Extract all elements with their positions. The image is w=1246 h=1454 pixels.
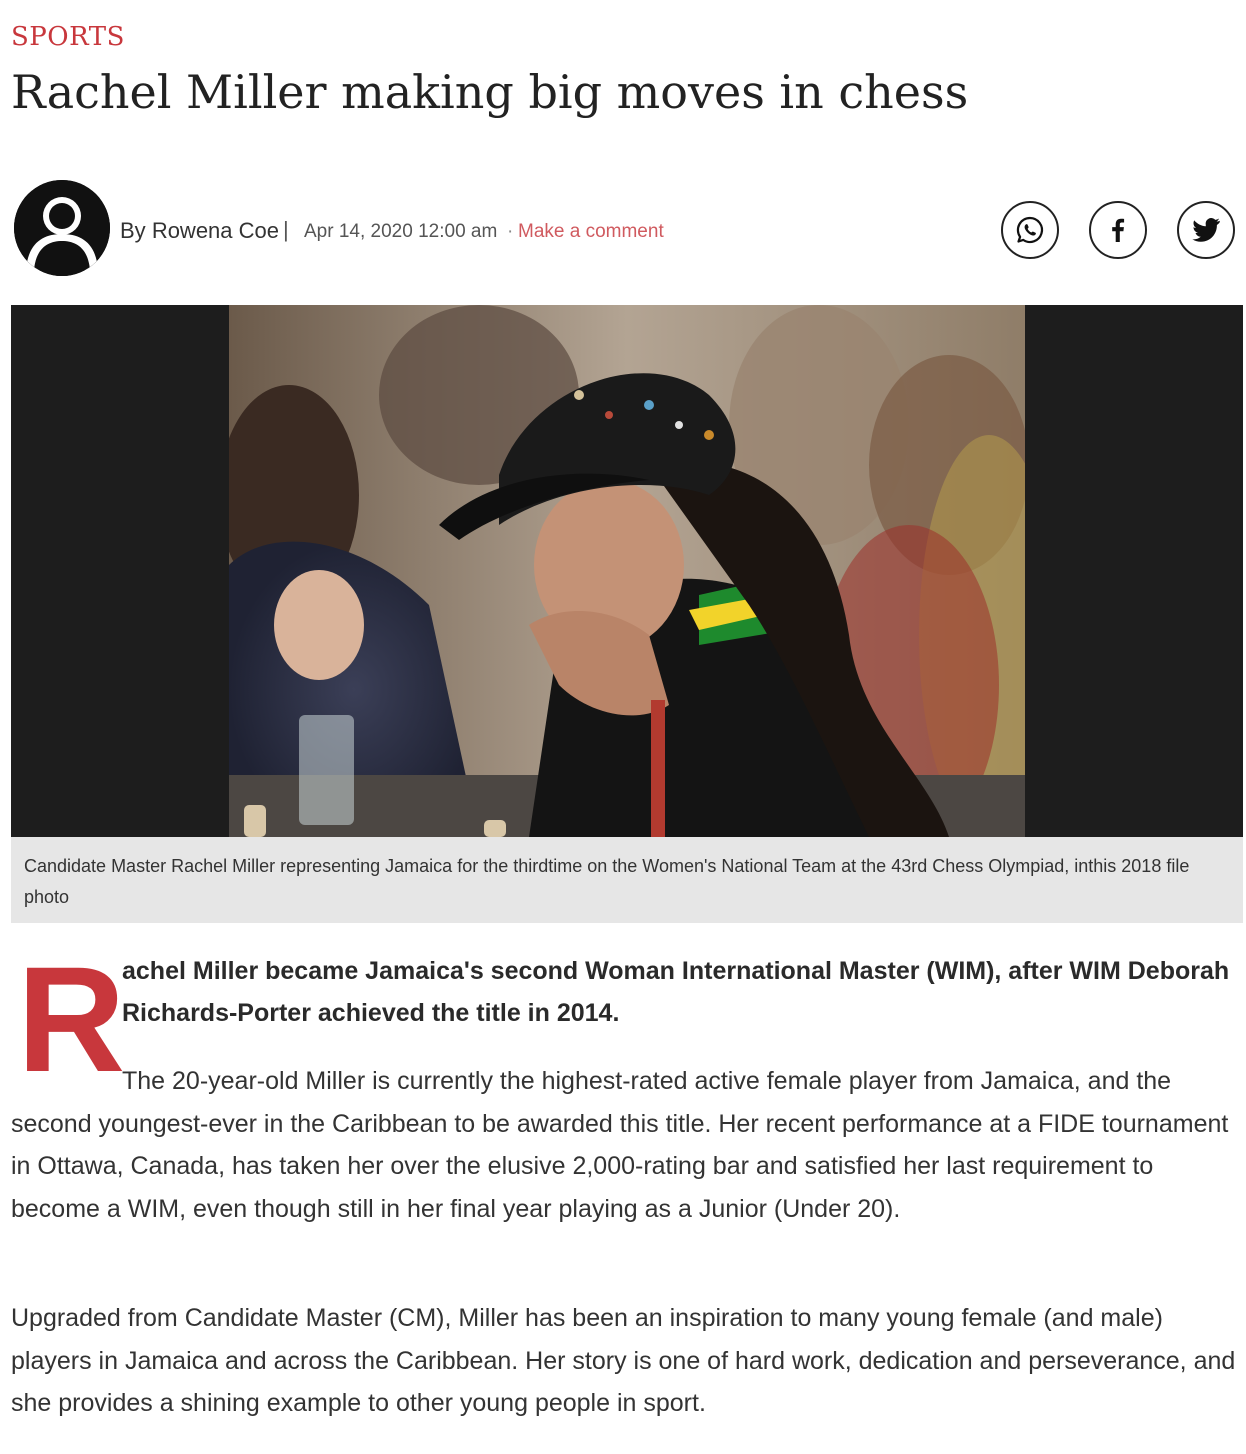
- article-photo: [229, 305, 1025, 837]
- photo-frame: [11, 305, 1243, 837]
- publish-date: Apr 14, 2020 12:00 am: [304, 221, 498, 242]
- author-name-link[interactable]: Rowena Coe: [151, 218, 279, 243]
- lead-paragraph: achel Miller became Jamaica's second Woman International Master (WIM), after WIM Deborah Richards-Porter achieved the title in 2014.: [122, 957, 1230, 1027]
- author-line: [120, 218, 279, 244]
- author-avatar-icon: [14, 180, 110, 276]
- section-link-sports[interactable]: SPORTS: [11, 22, 125, 52]
- byline-prefix: By: [120, 218, 146, 243]
- article-headline: Rachel Miller making big moves in chess: [11, 65, 969, 119]
- body-paragraph: The 20-year-old Miller is currently the highest-rated active female player from Jamaica, and the second youngest-ever in the Caribbean to be awarded this title. Her recent performance at a FIDE tournament in Ottawa, Canada, has taken her over the elusive 2,000-rating bar and satisfied her last requirement to become a WIM, even though still in her final year playing as a Junior (Under 20).: [11, 1067, 1229, 1223]
- photo-caption: Candidate Master Rachel Miller representing Jamaica for the thirdtime on the Women's National Team at the 43rd Chess Olympiad, inthis 2018 file photo: [11, 837, 1243, 923]
- byline: [11, 180, 1243, 280]
- share-twitter-button[interactable]: [1177, 201, 1235, 259]
- whatsapp-icon: [1015, 215, 1045, 245]
- byline-dot: ·: [507, 221, 514, 242]
- twitter-icon: [1191, 215, 1221, 245]
- share-facebook-button[interactable]: [1089, 201, 1147, 259]
- facebook-icon: [1103, 215, 1133, 245]
- article-figure: [11, 305, 1243, 923]
- share-whatsapp-button[interactable]: [1001, 201, 1059, 259]
- make-comment-link[interactable]: Make a comment: [518, 221, 664, 242]
- body-paragraph: Upgraded from Candidate Master (CM), Miller has been an inspiration to many young female (and male) players in Jamaica and across the Caribbean. Her story is one of hard work, dedication and perseverance, and she provides a shining example to other young people in sport.: [11, 1304, 1236, 1417]
- drop-cap: R: [17, 935, 126, 1103]
- byline-separator: |: [283, 217, 289, 242]
